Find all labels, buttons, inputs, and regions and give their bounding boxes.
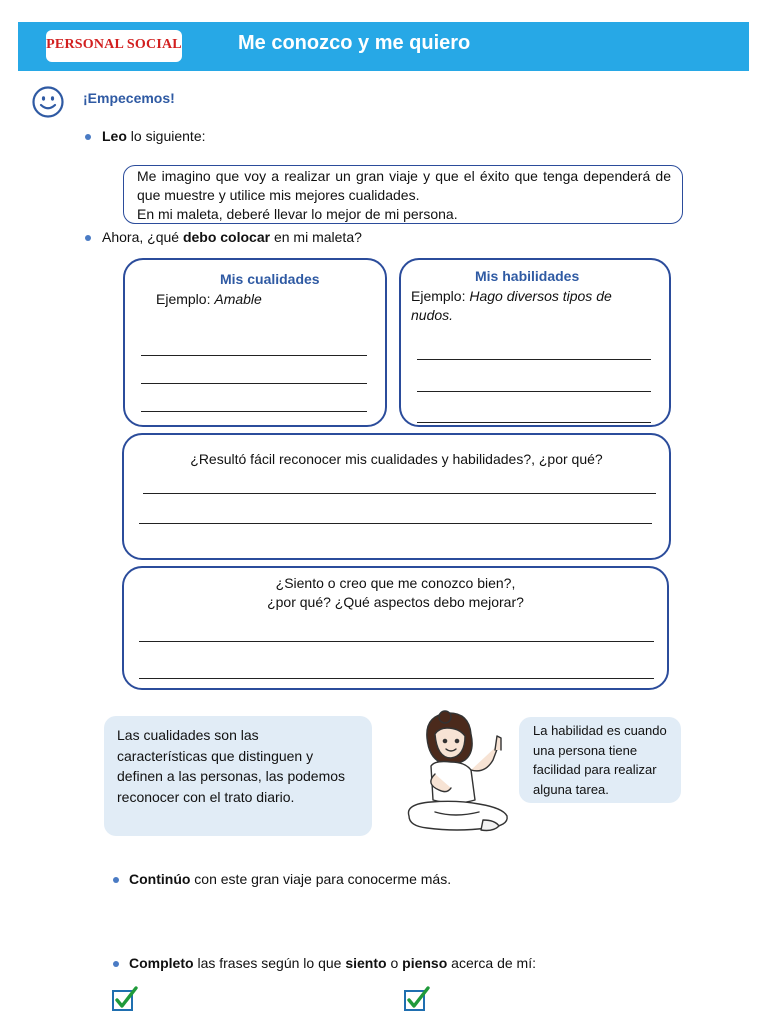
qualities-box (123, 258, 387, 427)
section-heading: ¡Empecemos! (83, 90, 175, 106)
question1-text: ¿Resultó fácil reconocer mis cualidades y habilidades?, ¿por qué? (190, 451, 603, 467)
question2-text: ¿Siento o creo que me conozco bien?, ¿por qué? ¿Qué aspectos debo mejorar? (267, 575, 524, 610)
question-bold: debo colocar (182, 229, 271, 245)
question1-box (122, 433, 671, 560)
bullet (113, 877, 119, 883)
answer-line[interactable] (143, 493, 656, 494)
page-title: Me conozco y me quiero (238, 32, 471, 54)
subject-label: PERSONAL SOCIAL (46, 37, 182, 52)
read-instruction (102, 128, 206, 144)
skills-title: Mis habilidades (475, 268, 580, 284)
read-bold: Leo (102, 128, 127, 144)
qualities-definition-panel (104, 716, 372, 836)
read-rest: lo siguiente: (126, 128, 206, 144)
bullet (113, 961, 119, 967)
answer-line[interactable] (417, 391, 651, 392)
example-label: Ejemplo: (411, 288, 470, 304)
example-value: Hago diversos tipos de nudos. (411, 288, 612, 323)
question2-box (122, 566, 669, 690)
complete-bold-1: Completo (129, 955, 194, 971)
question2-clip (124, 574, 667, 621)
answer-line[interactable] (141, 355, 367, 356)
qualities-title: Mis cualidades (220, 271, 320, 287)
quote-box (123, 165, 683, 224)
bullet (85, 134, 91, 140)
complete-text-1: las frases según lo que (193, 955, 346, 971)
bullet (85, 235, 91, 241)
example-label: Ejemplo: (156, 291, 215, 307)
skills-box (399, 258, 671, 427)
complete-bold-2: siento (345, 955, 387, 971)
girl-illustration (395, 708, 519, 836)
answer-line[interactable] (139, 641, 654, 642)
quote-line: Me imagino que voy a realizar un gran viaje y que el éxito que tenga dependerá de que muestre y utilice mis mejores cualidades. (137, 168, 671, 203)
example-value: Amable (214, 291, 262, 307)
qualities-definition: Las cualidades son las características que distinguen y definen a las personas, las podemos reconocer con el trato diario. (117, 727, 346, 805)
smiley-icon (32, 86, 64, 118)
answer-line[interactable] (141, 383, 367, 384)
qualities-example (156, 291, 262, 307)
continue-instruction (129, 871, 451, 887)
skill-definition: La habilidad es cuando una persona tiene facilidad para realizar alguna tarea. (533, 723, 667, 797)
answer-line[interactable] (141, 411, 367, 412)
question-before: Ahora, ¿qué (102, 229, 183, 245)
answer-line[interactable] (139, 523, 652, 524)
checkbox-check-icon[interactable] (403, 985, 431, 1013)
suitcase-question (102, 229, 362, 245)
complete-text-3: acerca de mí: (447, 955, 536, 971)
skills-example (411, 287, 641, 325)
skill-definition-panel (519, 717, 681, 803)
complete-bold-3: pienso (402, 955, 448, 971)
answer-line[interactable] (417, 422, 651, 423)
subject-badge (46, 30, 182, 62)
continue-bold: Continúo (129, 871, 191, 887)
answer-line[interactable] (139, 678, 654, 679)
complete-text-2: o (386, 955, 403, 971)
checkbox-check-icon[interactable] (111, 985, 139, 1013)
complete-instruction (129, 955, 536, 971)
quote-line: En mi maleta, deberé llevar lo mejor de mi persona. (137, 206, 458, 222)
question-after: en mi maleta? (270, 229, 362, 245)
continue-rest: con este gran viaje para conocerme más. (190, 871, 452, 887)
answer-line[interactable] (417, 359, 651, 360)
